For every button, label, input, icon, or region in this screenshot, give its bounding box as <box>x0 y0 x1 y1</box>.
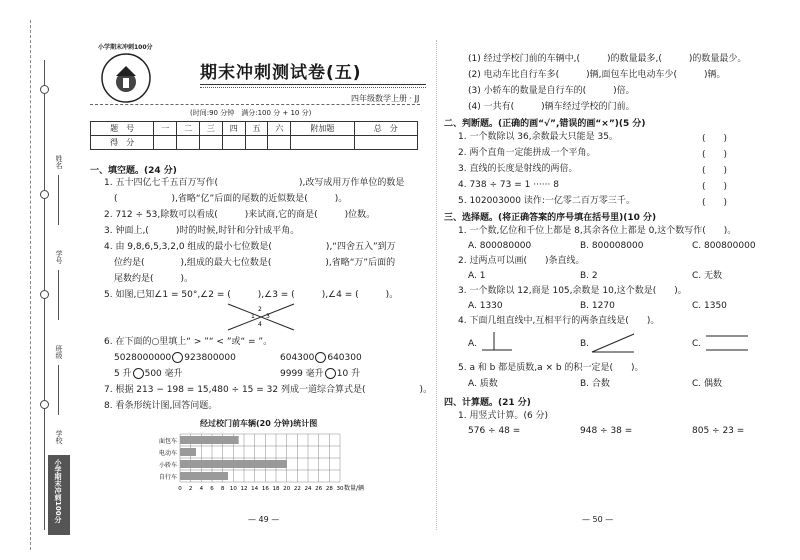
choice-question-5: 5. a 和 b 都是质数,a × b 的积一定是( )。 <box>458 363 644 373</box>
judge-answer-box[interactable]: ( ) <box>702 198 728 208</box>
score-value-row <box>91 136 418 150</box>
line-figure-c <box>704 330 750 356</box>
fold-line <box>30 20 31 550</box>
brand-tab <box>48 455 70 535</box>
page-title: 期末冲刺测试卷(五) <box>200 63 362 83</box>
compare-left: 5028000000 <box>114 353 172 363</box>
choice-question-3: 3. 一个数除以 12,商是 105,余数是 10,这个数是( )。 <box>458 286 687 296</box>
tick-label: 18 <box>272 486 280 492</box>
compare-left: 5 升 <box>114 369 132 379</box>
choice-option[interactable]: A. 质数 <box>468 379 498 389</box>
compare-circle[interactable] <box>172 352 183 363</box>
score-header-cell: 附加题 <box>291 122 354 136</box>
score-header-row <box>91 122 418 136</box>
tick-label: 16 <box>261 486 269 492</box>
compare-right: 640300 <box>327 353 362 363</box>
tick-label: 30 <box>336 486 344 492</box>
judge-item: 5. 102003000 读作:一亿零二百万零三千。 <box>458 196 635 206</box>
page-number-right: — 50 — <box>582 515 614 524</box>
score-cell[interactable] <box>354 136 417 150</box>
choice-option[interactable]: A. 800080000 <box>468 241 532 251</box>
tick-label: 8 <box>220 486 225 492</box>
tick-label: 28 <box>325 486 333 492</box>
question-3: 3. 钟面上,( )时的时候,时针和分针成平角。 <box>104 226 300 236</box>
binding-hole <box>40 400 49 409</box>
brand-logo-graphic <box>100 52 152 104</box>
bar <box>180 472 228 480</box>
tick-label: 0 <box>178 486 182 492</box>
title-underline-dotted <box>200 87 426 88</box>
choice-option[interactable]: B. 2 <box>580 271 598 281</box>
question-4b: 位约是( ),组成的最大七位数是( ),省略“万”后面的 <box>114 258 396 268</box>
question-8: 8. 看条形统计图,回答问题。 <box>104 401 218 411</box>
score-header-cell: 三 <box>199 122 222 136</box>
compare-circle[interactable] <box>325 368 336 379</box>
choice-option[interactable]: A. <box>468 339 477 349</box>
angle-figure <box>226 298 296 334</box>
angle-label: 4 <box>258 321 262 328</box>
score-header-cell: 五 <box>245 122 268 136</box>
score-header-cell: 一 <box>154 122 177 136</box>
angle-label: 2 <box>258 306 262 313</box>
header-divider <box>90 104 420 105</box>
calc-subheading: 1. 用竖式计算。(6 分) <box>458 411 549 421</box>
section-3-heading: 三、选择题。(将正确答案的序号填在括号里)(10 分) <box>444 213 657 223</box>
compare-circle[interactable] <box>133 368 144 379</box>
question-7: 7. 根据 213 − 198 = 15,480 ÷ 15 = 32 列成一道综合算式是( )。 <box>104 385 432 395</box>
judge-item: 2. 两个直角一定能拼成一个平角。 <box>458 148 596 158</box>
bar <box>180 460 287 468</box>
judge-answer-box[interactable]: ( ) <box>702 150 728 160</box>
compare-item <box>280 352 362 364</box>
chart-title: 经过校门前车辆(20 分钟)统计图 <box>200 419 318 428</box>
score-header-cell: 题 号 <box>91 122 154 136</box>
score-header-cell: 六 <box>268 122 291 136</box>
compare-right: 10 升 <box>336 369 361 379</box>
x-axis-label: 数量/辆 <box>344 485 365 492</box>
category-label: 自行车 <box>158 474 177 481</box>
choice-option[interactable]: B. 800008000 <box>580 241 644 251</box>
line-figure-a <box>478 330 514 356</box>
bar <box>180 448 196 456</box>
question-5: 5. 如图,已知∠1 = 50°,∠2 = ( ),∠3 = ( ),∠4 = ( )。 <box>104 290 399 300</box>
chart-question-2: (2) 电动车比自行车多( )辆,面包车比电动车少( )辆。 <box>468 70 726 80</box>
section-2-heading: 二、判断题。(正确的画“√”,错误的画“×”)(5 分) <box>444 119 646 129</box>
calc-item: 576 ÷ 48 = <box>468 426 521 436</box>
choice-option[interactable]: C. 800800000 <box>692 241 756 251</box>
name-label: 姓名 <box>55 155 63 169</box>
category-label: 小轿车 <box>158 462 177 469</box>
choice-option[interactable]: B. 合数 <box>580 379 610 389</box>
category-label: 面包车 <box>158 438 177 445</box>
choice-question-1: 1. 一个数,亿位和千位上都是 8,其余各位上都是 0,这个数写作( )。 <box>458 226 737 236</box>
question-1b: ( ),省略“亿”后面的尾数的近似数是( )。 <box>114 194 348 204</box>
chart-question-3: (3) 小轿车的数量是自行车的( )倍。 <box>468 86 635 96</box>
tick-label: 2 <box>188 486 193 492</box>
id-label: 学号 <box>55 250 63 264</box>
page-number-left: — 49 — <box>248 515 280 524</box>
choice-option[interactable]: C. <box>692 339 702 349</box>
score-header-cell: 总 分 <box>354 122 417 136</box>
tick-label: 22 <box>293 486 301 492</box>
score-cell[interactable] <box>268 136 291 150</box>
compare-item <box>114 368 183 380</box>
judge-answer-box[interactable]: ( ) <box>702 182 728 192</box>
judge-answer-box[interactable]: ( ) <box>702 166 728 176</box>
binding-margin <box>0 0 72 560</box>
compare-left: 9999 毫升 <box>280 369 324 379</box>
brand-vertical-text: 小学期末冲刺100分 <box>54 459 62 523</box>
compare-item <box>114 352 236 364</box>
compare-circle[interactable] <box>315 352 326 363</box>
tick-label: 24 <box>304 486 312 492</box>
judge-answer-box[interactable]: ( ) <box>702 134 728 144</box>
bar <box>180 436 239 444</box>
tick-label: 6 <box>210 486 214 492</box>
score-row-label: 得 分 <box>91 136 154 150</box>
page-divider <box>436 40 437 530</box>
calc-item: 948 ÷ 38 = <box>580 426 633 436</box>
question-4a: 4. 由 9,8,6,5,3,2,0 组成的最小七位数是( ),“四舍五入”到万 <box>104 242 396 252</box>
class-line <box>58 365 59 415</box>
choice-option[interactable]: C. 1350 <box>692 301 727 311</box>
section-4-heading: 四、计算题。(21 分) <box>444 398 531 408</box>
score-cell[interactable] <box>291 136 354 150</box>
compare-left: 604300 <box>280 353 315 363</box>
compare-item <box>280 368 360 380</box>
choice-option[interactable]: C. 偶数 <box>692 379 723 389</box>
tick-label: 4 <box>199 486 204 492</box>
choice-option[interactable]: A. 1 <box>468 271 486 281</box>
question-6: 6. 在下面的○里填上“ > ”“ < ”或“ = ”。 <box>104 337 273 347</box>
score-header-cell: 二 <box>177 122 200 136</box>
judge-item: 1. 一个数除以 36,余数最大只能是 35。 <box>458 132 618 142</box>
score-cell[interactable] <box>154 136 177 150</box>
score-cell[interactable] <box>245 136 268 150</box>
compare-right: 923800000 <box>184 353 236 363</box>
angle-label: 3 <box>266 313 270 320</box>
judge-item: 3. 直线的长度是射线的两倍。 <box>458 164 578 174</box>
choice-option[interactable]: B. 1270 <box>580 301 615 311</box>
class-label: 班级 <box>55 345 63 359</box>
tick-label: 20 <box>283 486 291 492</box>
chart-question-4: (4) 一共有( )辆车经过学校的门前。 <box>468 102 635 112</box>
choice-question-4: 4. 下面几组直线中,互相平行的两条直线是( )。 <box>458 316 660 326</box>
school-label: 学校 <box>55 430 63 444</box>
category-label: 电动车 <box>158 450 177 457</box>
score-cell[interactable] <box>199 136 222 150</box>
line-figure-b <box>590 330 636 356</box>
compare-right: 500 毫升 <box>144 369 183 379</box>
question-1a: 1. 五十四亿七千五百万写作( ),改写成用万作单位的数是 <box>104 178 405 188</box>
score-cell[interactable] <box>177 136 200 150</box>
question-2: 2. 712 ÷ 53,除数可以看成( )来试商,它的商是( )位数。 <box>104 210 376 220</box>
bar-chart <box>150 430 390 502</box>
tick-label: 14 <box>251 486 259 492</box>
score-table <box>90 121 418 150</box>
logo-text: 小学期末冲刺100分 <box>98 44 153 51</box>
binding-hole <box>40 190 49 199</box>
binding-hole <box>40 85 49 94</box>
title-underline <box>200 84 426 85</box>
score-cell[interactable] <box>222 136 245 150</box>
tick-label: 12 <box>240 486 248 492</box>
brand-logo <box>100 52 152 104</box>
question-4c: 尾数约是( )。 <box>114 274 194 284</box>
exam-info: (时间:90 分钟 满分:100 分 + 10 分) <box>190 109 312 117</box>
choice-option[interactable]: A. 1330 <box>468 301 503 311</box>
choice-option[interactable]: C. 无数 <box>692 271 723 281</box>
score-header-cell: 四 <box>222 122 245 136</box>
id-line <box>58 270 59 320</box>
angle-label: 1 <box>251 313 255 320</box>
subtitle: 四年级数学上册 · JJ <box>351 94 420 103</box>
calc-item: 805 ÷ 23 = <box>692 426 745 436</box>
chart-question-1: (1) 经过学校门前的车辆中,( )的数量最多,( )的数量最少。 <box>468 54 747 64</box>
tick-label: 26 <box>315 486 323 492</box>
choice-option[interactable]: B. <box>580 339 590 349</box>
section-1-heading: 一、填空题。(24 分) <box>90 166 177 176</box>
name-line <box>58 175 59 225</box>
judge-item: 4. 738 ÷ 73 = 1 ······ 8 <box>458 180 559 190</box>
binding-hole <box>40 290 49 299</box>
choice-question-2: 2. 过两点可以画( )条直线。 <box>458 256 585 266</box>
tick-label: 10 <box>229 486 237 492</box>
